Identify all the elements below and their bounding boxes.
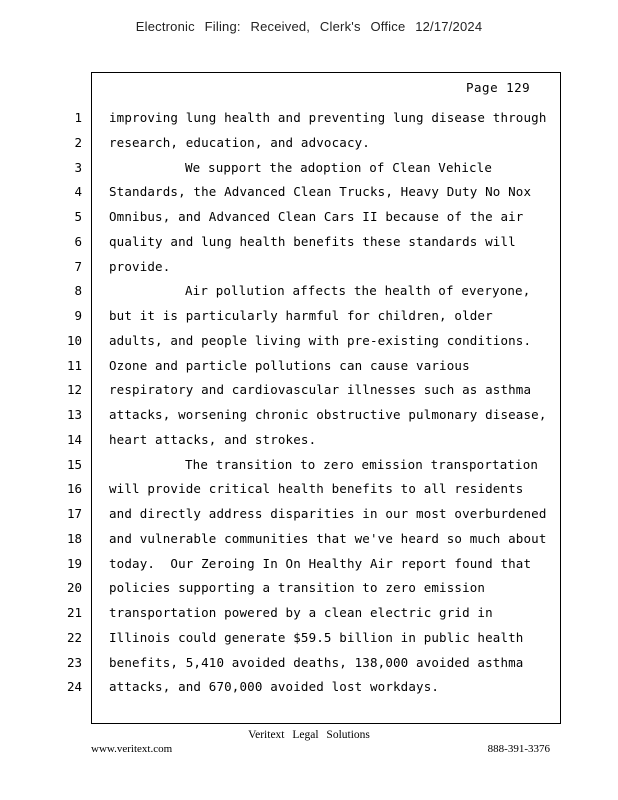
transcript-line-text: quality and lung health benefits these standards will xyxy=(109,234,516,249)
transcript-line-text: attacks, worsening chronic obstructive pulmonary disease, xyxy=(109,407,547,422)
line-number: 17 xyxy=(66,506,82,521)
line-number: 20 xyxy=(66,580,82,595)
line-number: 9 xyxy=(74,308,82,323)
transcript-line-text: and vulnerable communities that we've heard so much about xyxy=(109,531,547,546)
transcript-line-text: adults, and people living with pre-existing conditions. xyxy=(109,333,532,348)
transcript-line-text: but it is particularly harmful for children, older xyxy=(109,308,493,323)
transcript-line-text: The transition to zero emission transportation xyxy=(185,457,539,472)
line-number: 19 xyxy=(66,556,82,571)
transcript-line-text: and directly address disparities in our most overburdened xyxy=(109,506,547,521)
line-number: 4 xyxy=(74,184,82,199)
footer-phone: 888-391-3376 xyxy=(487,743,550,755)
transcript-line-text: Illinois could generate $59.5 billion in public health xyxy=(109,630,524,645)
line-number: 3 xyxy=(74,160,82,175)
line-number: 1 xyxy=(74,110,82,125)
transcript-line-text: improving lung health and preventing lung disease through xyxy=(109,110,547,125)
line-number: 10 xyxy=(66,333,82,348)
transcript-line-text: respiratory and cardiovascular illnesses such as asthma xyxy=(109,382,532,397)
transcript-line-text: will provide critical health benefits to all residents xyxy=(109,481,524,496)
transcript-line-text: Standards, the Advanced Clean Trucks, Heavy Duty No Nox xyxy=(109,184,532,199)
transcript-line-text: Air pollution affects the health of everyone, xyxy=(185,283,531,298)
transcript-line-text: Omnibus, and Advanced Clean Cars II because of the air xyxy=(109,209,524,224)
line-number: 8 xyxy=(74,283,82,298)
transcript-line-text: attacks, and 670,000 avoided lost workdays. xyxy=(109,679,440,694)
footer-company: Veritext Legal Solutions xyxy=(248,729,370,741)
line-number: 18 xyxy=(66,531,82,546)
transcript-line-text: heart attacks, and strokes. xyxy=(109,432,317,447)
transcript-line-text: transportation powered by a clean electric grid in xyxy=(109,605,493,620)
line-number: 23 xyxy=(66,655,82,670)
line-number: 21 xyxy=(66,605,82,620)
filing-stamp-header: Electronic Filing: Received, Clerk's Office 12/17/2024 xyxy=(135,19,483,34)
line-number: 12 xyxy=(66,382,82,397)
line-number: 6 xyxy=(74,234,82,249)
line-number: 2 xyxy=(74,135,82,150)
transcript-line-text: today. Our Zeroing In On Healthy Air report found that xyxy=(109,556,532,571)
line-number: 22 xyxy=(66,630,82,645)
transcript-line-text: policies supporting a transition to zero emission xyxy=(109,580,486,595)
line-number: 15 xyxy=(66,457,82,472)
line-number: 5 xyxy=(74,209,82,224)
page-number: Page 129 xyxy=(466,80,531,95)
transcript-line-text: benefits, 5,410 avoided deaths, 138,000 avoided asthma xyxy=(109,655,524,670)
transcript-line-text: research, education, and advocacy. xyxy=(109,135,370,150)
line-number: 11 xyxy=(66,358,82,373)
line-number: 16 xyxy=(66,481,82,496)
line-number: 7 xyxy=(74,259,82,274)
footer-website: www.veritext.com xyxy=(91,743,173,755)
line-number: 13 xyxy=(66,407,82,422)
transcript-line-text: We support the adoption of Clean Vehicle xyxy=(185,160,493,175)
transcript-line-text: Ozone and particle pollutions can cause various xyxy=(109,358,470,373)
transcript-line-text: provide. xyxy=(109,259,171,274)
line-number: 14 xyxy=(66,432,82,447)
line-number: 24 xyxy=(66,679,82,694)
